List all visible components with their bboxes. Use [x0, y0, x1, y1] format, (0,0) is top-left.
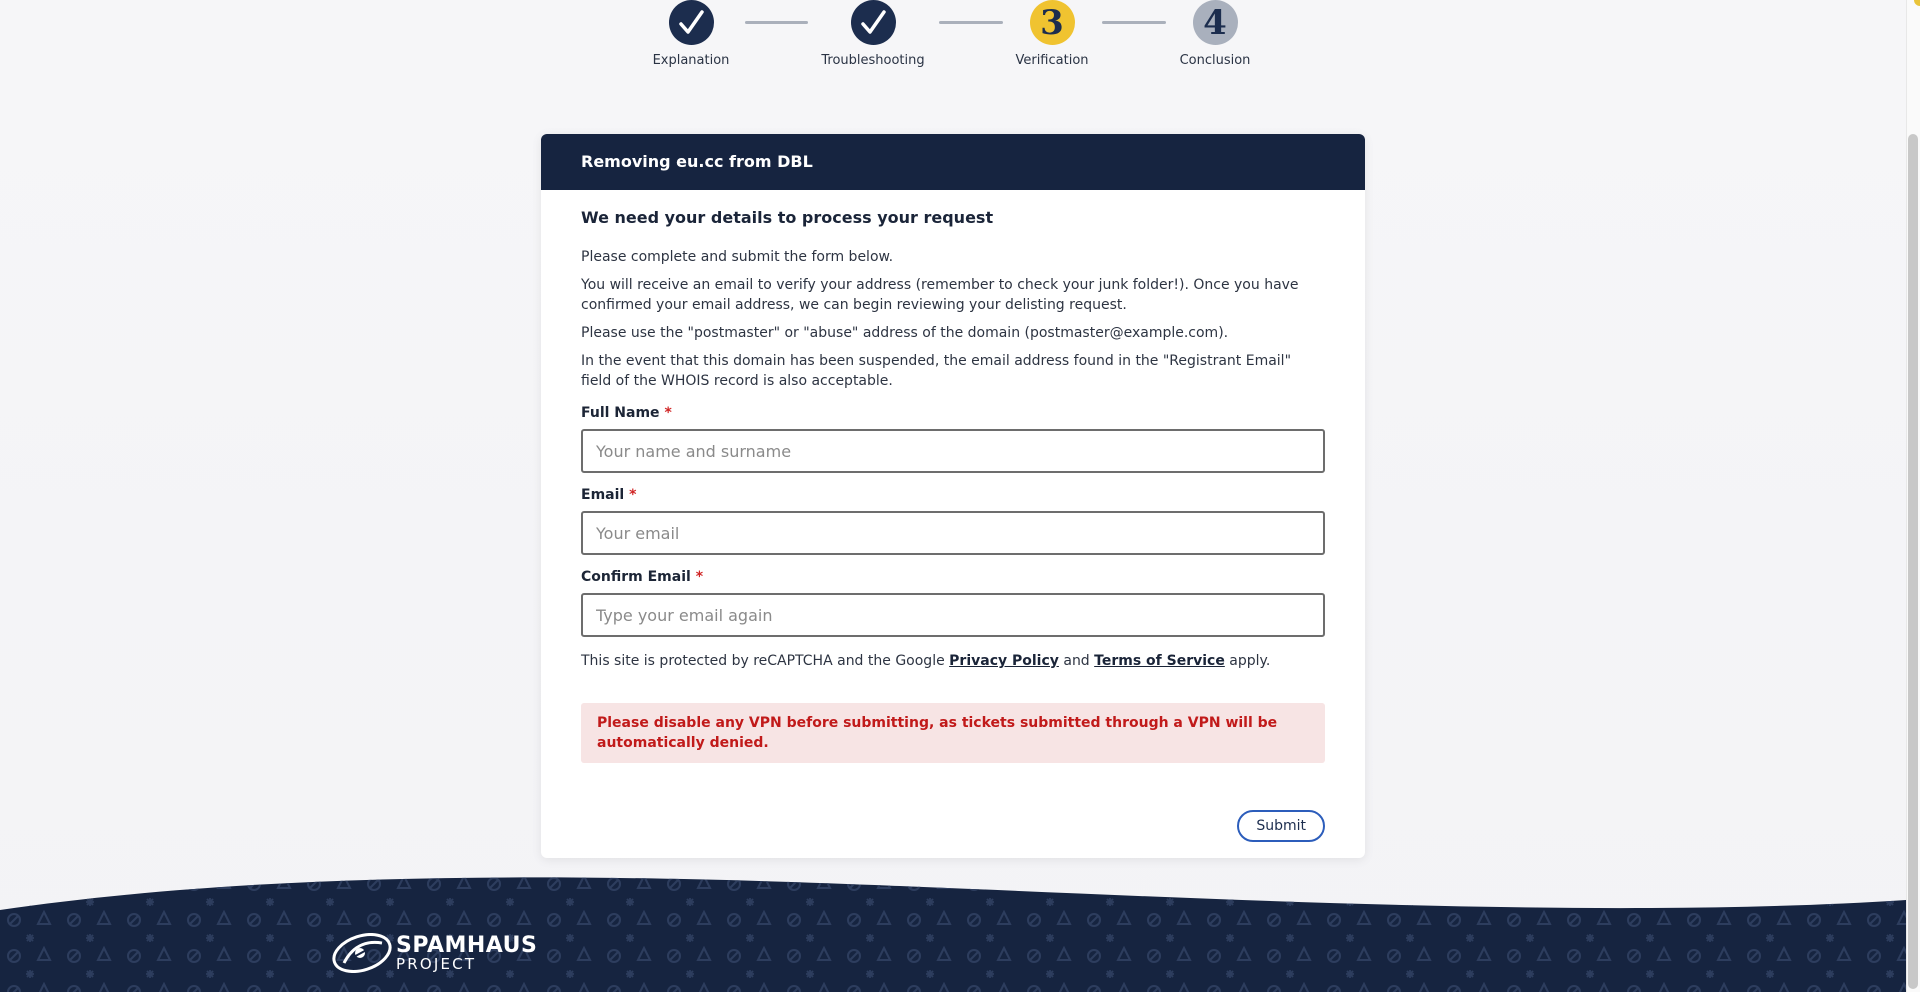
recaptcha-and: and: [1063, 653, 1090, 669]
scrollbar-thumb[interactable]: [1908, 134, 1918, 989]
required-mark: *: [695, 569, 704, 585]
instruction-text: In the event that this domain has been suspended, the email address found in the "Registrant Email" field of the WHOIS record is also acceptable.: [581, 353, 1292, 389]
logo-text: [396, 932, 538, 973]
spamhaus-logo[interactable]: [330, 933, 537, 973]
spamhaus-logo-icon: [330, 933, 394, 973]
confirm-email-label: [581, 569, 1325, 585]
confirm-email-input[interactable]: [581, 593, 1325, 637]
email-input[interactable]: [581, 511, 1325, 555]
recaptcha-notice: [581, 653, 1325, 669]
card-title: We need your details to process your request: [581, 208, 994, 227]
required-mark: *: [664, 405, 672, 421]
progress-stepper: [0, 0, 1906, 80]
full-name-label-text: Full Name: [581, 405, 660, 421]
form-actions: [1237, 810, 1325, 842]
required-mark: *: [629, 487, 637, 503]
terms-of-service-link[interactable]: Terms of Service: [1094, 653, 1225, 669]
instruction-text: Please complete and submit the form below.: [581, 249, 894, 265]
footer: [0, 872, 1906, 992]
step-label: Conclusion: [1179, 53, 1251, 68]
instruction-text: You will receive an email to verify your address (remember to check your junk folder!). Once you have confirmed your email address, we can begin reviewing your delisting request.: [581, 277, 1299, 313]
email-label: [581, 487, 1325, 503]
step-explanation: [611, 0, 771, 68]
checkmark-icon: [851, 0, 896, 45]
full-name-label: [581, 405, 1325, 421]
logo-line2: PROJECT: [396, 954, 477, 973]
confirm-email-label-text: Confirm Email: [581, 569, 691, 585]
recaptcha-prefix: This site is protected by reCAPTCHA and the Google: [581, 653, 945, 669]
vpn-warning-alert: Please disable any VPN before submitting, as tickets submitted through a VPN will be automatically denied.: [581, 703, 1325, 763]
full-name-input[interactable]: [581, 429, 1325, 473]
card-body: [541, 190, 1365, 763]
privacy-policy-link[interactable]: Privacy Policy: [949, 653, 1059, 669]
page-scrollbar[interactable]: [1906, 0, 1920, 992]
step-number: 3: [1030, 0, 1075, 45]
step-number: 4: [1193, 0, 1238, 45]
logo-line1: SPAMHAUS: [396, 932, 538, 958]
delisting-form-card: [541, 134, 1365, 858]
step-conclusion: [1135, 0, 1295, 68]
scroll-marker: [1914, 0, 1920, 6]
instruction-text: Please use the "postmaster" or "abuse" address of the domain (postmaster@example.com).: [581, 325, 1229, 341]
step-label: Explanation: [652, 53, 730, 68]
step-label: Troubleshooting: [821, 53, 925, 68]
step-verification: [972, 0, 1132, 68]
checkmark-icon: [669, 0, 714, 45]
card-header: Removing eu.cc from DBL: [541, 134, 1365, 190]
recaptcha-suffix: apply.: [1229, 653, 1271, 669]
submit-button[interactable]: Submit: [1237, 810, 1325, 842]
step-label: Verification: [1015, 53, 1089, 68]
email-label-text: Email: [581, 487, 625, 503]
step-troubleshooting: [793, 0, 953, 68]
footer-wave-background: [0, 872, 1906, 992]
